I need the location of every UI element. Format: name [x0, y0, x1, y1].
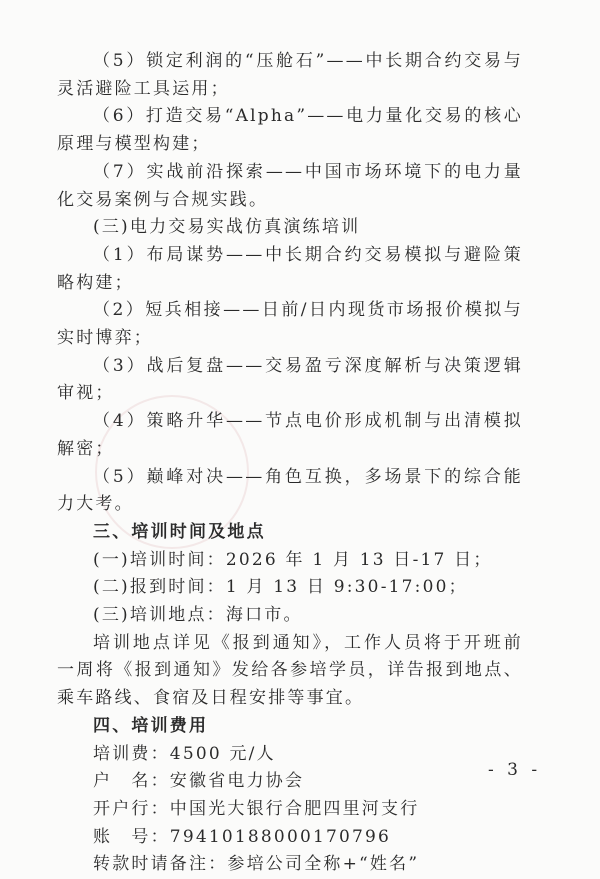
paragraph: （2）短兵相接——日前/日内现货市场报价模拟与实时博弈； — [57, 300, 523, 349]
page-number: - 3 - — [488, 760, 542, 780]
paragraph: （5）巅峰对决——角色互换，多场景下的综合能力大考。 — [57, 466, 523, 515]
paragraph: （6）打造交易“Alpha”——电力量化交易的核心原理与模型构建； — [57, 106, 523, 155]
section-heading: 四、培训费用 — [93, 715, 209, 736]
document-body — [57, 48, 523, 879]
paragraph: (一)培训时间：2026 年 1 月 13 日-17 日； — [93, 549, 493, 570]
paragraph: （1）布局谋势——中长期合约交易模拟与避险策略构建； — [57, 244, 523, 293]
paragraph: 户 名：安徽省电力协会 — [93, 771, 305, 792]
section-heading: 三、培训时间及地点 — [93, 521, 266, 542]
paragraph: 开户行：中国光大银行合肥四里河支行 — [93, 798, 420, 819]
paragraph: (二)报到时间：1 月 13 日 9:30-17:00； — [93, 577, 468, 598]
paragraph: (三)电力交易实战仿真演练培训 — [93, 217, 361, 238]
paragraph: 培训费：4500 元/人 — [93, 743, 276, 764]
paragraph: (三)培训地点：海口市。 — [93, 605, 303, 626]
paragraph: （7）实战前沿探索——中国市场环境下的电力量化交易案例与合规实践。 — [57, 161, 523, 210]
paragraph: 账 号：79410188000170796 — [93, 826, 392, 847]
paragraph: （4）策略升华——节点电价形成机制与出清模拟解密； — [57, 411, 523, 459]
paragraph: （3）战后复盘——交易盈亏深度解析与决策逻辑审视； — [57, 355, 523, 404]
paragraph: 转款时请备注：参培公司全称+“姓名” — [93, 854, 420, 875]
paragraph: （5）锁定利润的“压舱石”——中长期合约交易与灵活避险工具运用； — [57, 51, 523, 99]
paragraph: 培训地点详见《报到通知》，工作人员将于开班前一周将《报到通知》发给各参培学员，详告报到地点、乘车路线、食宿及日程安排等事宜。 — [57, 632, 523, 709]
